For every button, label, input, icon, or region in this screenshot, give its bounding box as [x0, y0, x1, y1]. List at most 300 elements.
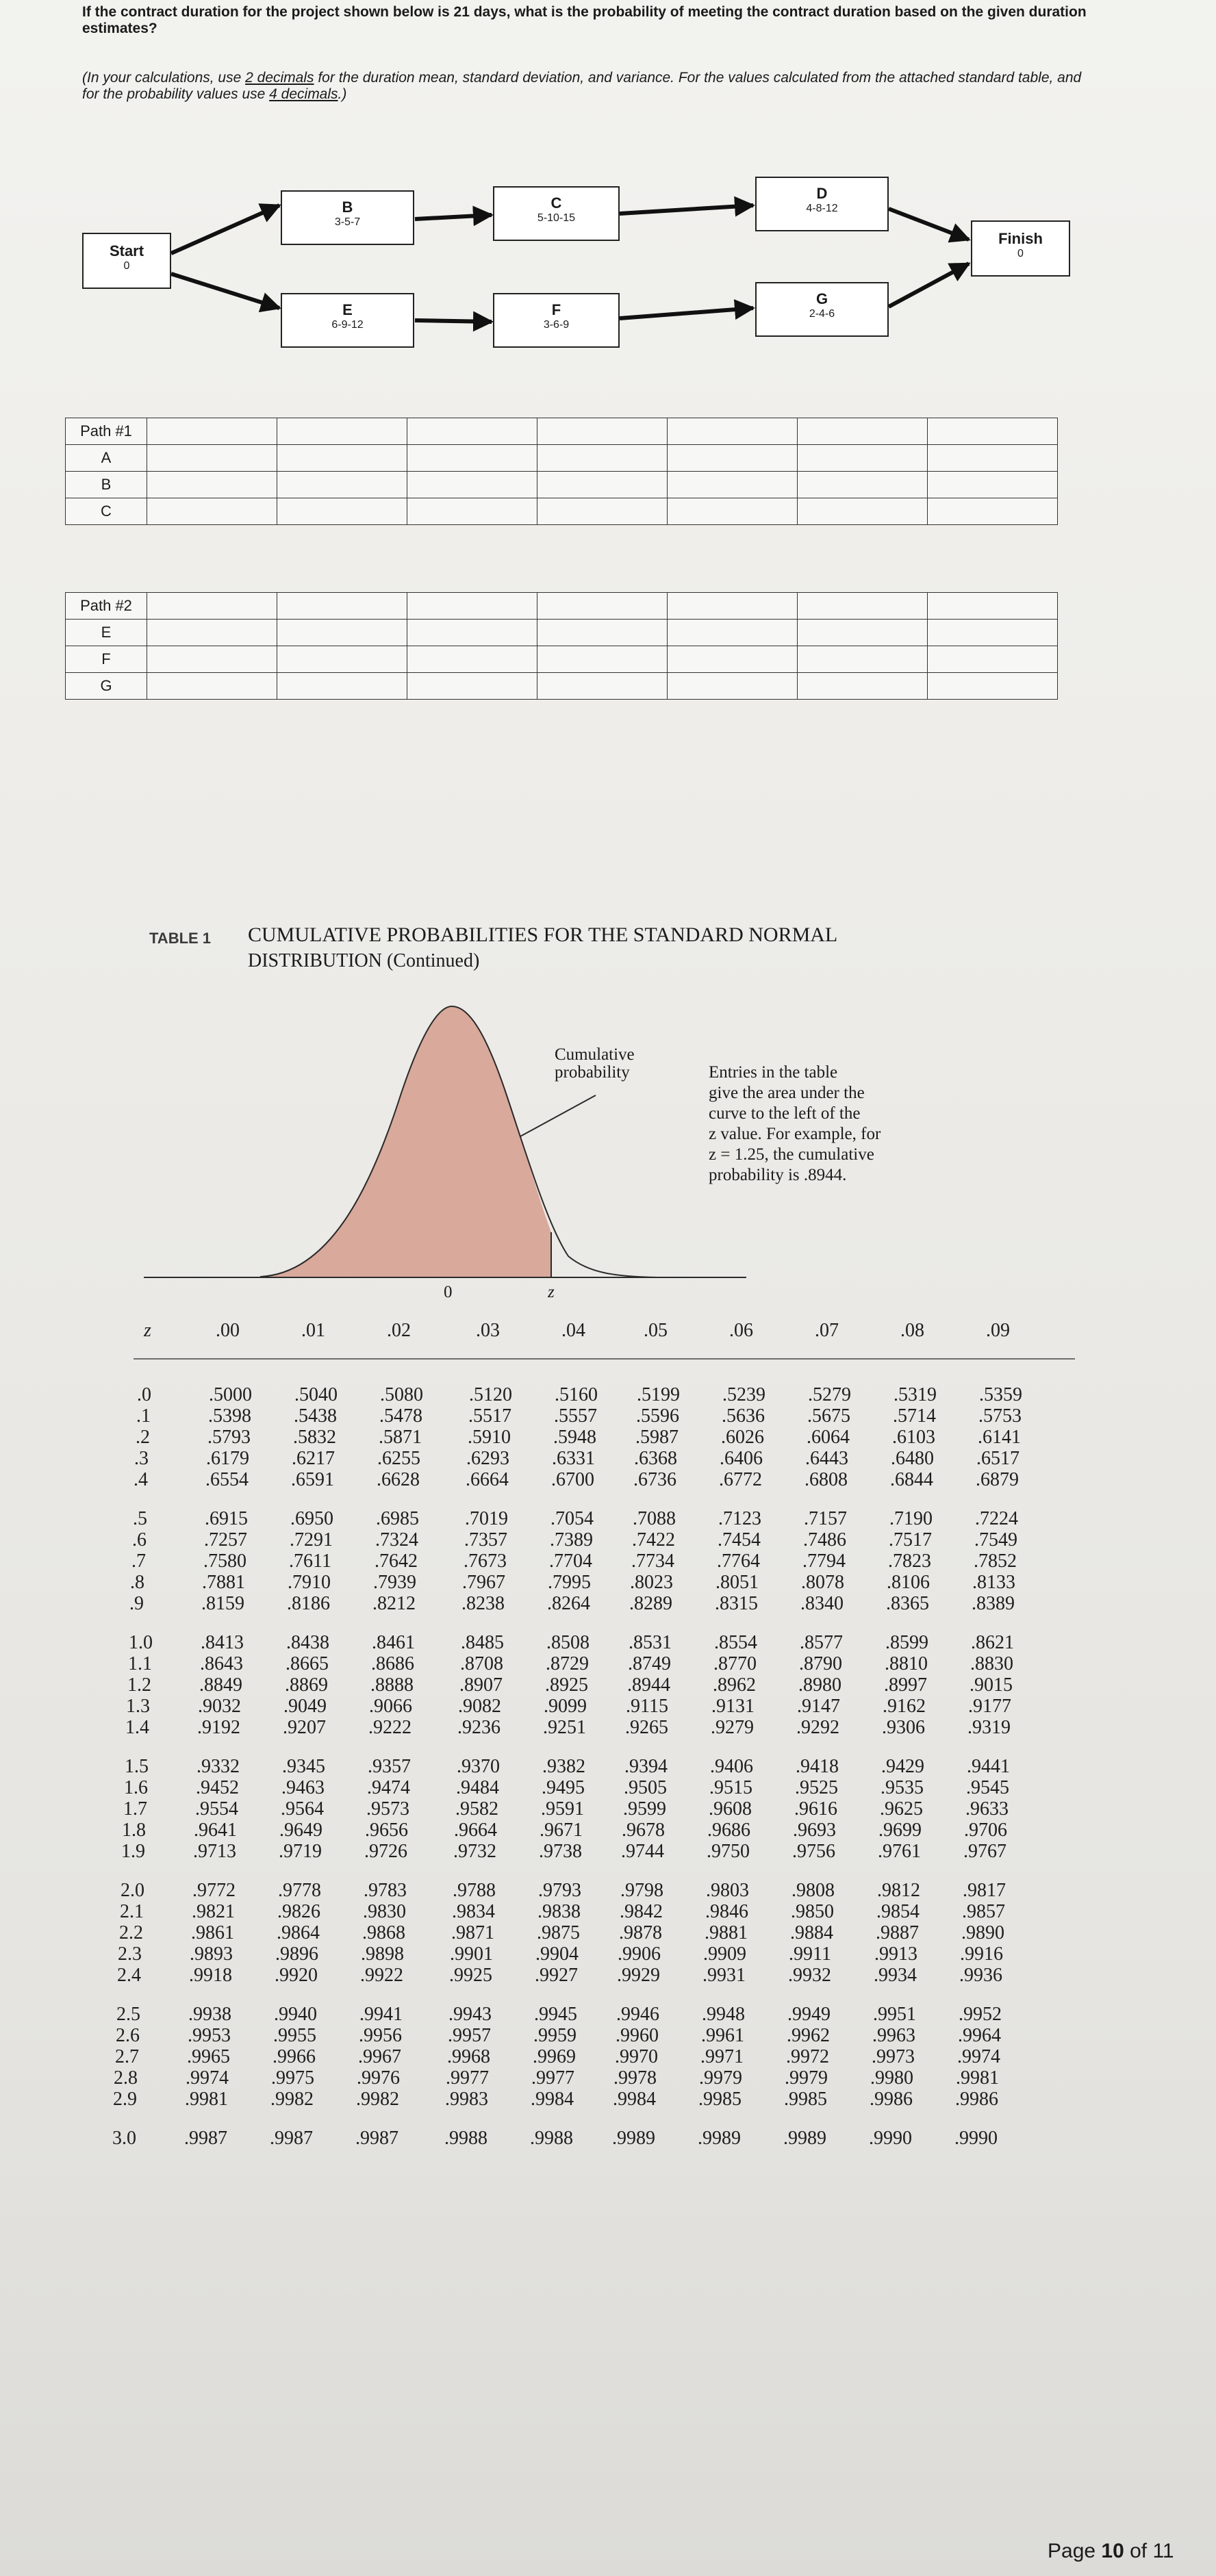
probability-cell: .9236 [457, 1717, 501, 1738]
column-header: .00 [216, 1320, 240, 1341]
probability-cell: .8577 [800, 1632, 843, 1653]
column-header: .04 [561, 1320, 585, 1341]
probability-cell: .8264 [547, 1593, 590, 1614]
node-g: G 2-4-6 [755, 282, 889, 337]
probability-cell: .9927 [535, 1965, 578, 1986]
probability-cell: .5675 [807, 1405, 850, 1427]
probability-cell: .9887 [876, 1922, 919, 1943]
probability-cell: .9525 [795, 1777, 838, 1798]
z-value: 2.9 [113, 2089, 137, 2110]
probability-cell: .8531 [629, 1632, 672, 1653]
probability-cell: .5832 [293, 1427, 336, 1448]
probability-cell: .9988 [530, 2128, 573, 2149]
probability-cell: .9982 [270, 2089, 314, 2110]
probability-cell: .9515 [709, 1777, 752, 1798]
probability-cell: .9956 [359, 2025, 402, 2046]
probability-cell: .7088 [633, 1508, 676, 1529]
probability-cell: .9495 [542, 1777, 585, 1798]
probability-cell: .9984 [531, 2089, 574, 2110]
probability-cell: .7549 [974, 1529, 1017, 1551]
probability-cell: .9976 [357, 2067, 400, 2089]
probability-cell: .6844 [890, 1469, 933, 1490]
probability-cell: .9474 [367, 1777, 410, 1798]
probability-cell: .9989 [612, 2128, 655, 2149]
probability-cell: .7054 [550, 1508, 594, 1529]
probability-cell: .9986 [955, 2089, 998, 2110]
probability-cell: .9484 [456, 1777, 499, 1798]
probability-cell: .9985 [698, 2089, 742, 2110]
probability-cell: .9970 [615, 2046, 658, 2067]
probability-cell: .5319 [894, 1384, 937, 1405]
z-value: 1.9 [121, 1841, 145, 1862]
probability-cell: .7910 [288, 1572, 331, 1593]
probability-cell: .7967 [462, 1572, 505, 1593]
probability-cell: .9878 [619, 1922, 662, 1943]
node-e: E 6-9-12 [281, 293, 414, 348]
probability-cell: .7734 [631, 1551, 674, 1572]
probability-cell: .5596 [636, 1405, 679, 1427]
probability-cell: .9884 [790, 1922, 833, 1943]
probability-cell: .9693 [793, 1820, 836, 1841]
path1-title: Path #1 [66, 418, 147, 445]
probability-cell: .9591 [541, 1798, 584, 1820]
probability-cell: .9973 [872, 2046, 915, 2067]
probability-cell: .8023 [630, 1572, 673, 1593]
z-value: .7 [131, 1551, 146, 1572]
probability-cell: .8907 [459, 1674, 503, 1696]
probability-cell: .9890 [961, 1922, 1004, 1943]
probability-cell: .7486 [803, 1529, 846, 1551]
probability-cell: .8997 [884, 1674, 927, 1696]
probability-cell: .9987 [270, 2128, 313, 2149]
probability-cell: .9049 [283, 1696, 327, 1717]
probability-cell: .9131 [711, 1696, 755, 1717]
probability-cell: .9616 [794, 1798, 837, 1820]
probability-cell: .5948 [553, 1427, 596, 1448]
probability-cell: .9441 [967, 1756, 1010, 1777]
probability-cell: .5398 [208, 1405, 251, 1427]
probability-cell: .9961 [701, 2025, 744, 2046]
z-value: 1.6 [124, 1777, 148, 1798]
probability-cell: .8508 [546, 1632, 590, 1653]
z-value: 2.3 [118, 1943, 142, 1965]
probability-cell: .6179 [206, 1448, 249, 1469]
path2-activity: F [66, 646, 147, 673]
column-header: .07 [815, 1320, 839, 1341]
z-value: 1.8 [122, 1820, 146, 1841]
probability-cell: .7611 [289, 1551, 331, 1572]
probability-cell: .9962 [787, 2025, 830, 2046]
probability-cell: .9982 [356, 2089, 399, 2110]
zero-label: 0 [444, 1283, 453, 1301]
probability-cell: .9960 [616, 2025, 659, 2046]
probability-cell: .9906 [618, 1943, 661, 1965]
probability-cell: .9505 [624, 1777, 667, 1798]
z-value: 1.0 [129, 1632, 153, 1653]
z-value: 3.0 [112, 2128, 136, 2149]
probability-cell: .9082 [458, 1696, 501, 1717]
probability-cell: .9066 [369, 1696, 412, 1717]
probability-cell: .6879 [976, 1469, 1019, 1490]
probability-cell: .7673 [464, 1551, 507, 1572]
z-value: .4 [134, 1469, 148, 1490]
probability-cell: .7324 [375, 1529, 418, 1551]
probability-cell: .6915 [205, 1508, 248, 1529]
z-value: .1 [136, 1405, 151, 1427]
probability-cell: .7224 [975, 1508, 1018, 1529]
probability-cell: .7257 [204, 1529, 247, 1551]
z-value: .0 [137, 1384, 151, 1405]
probability-cell: .5080 [380, 1384, 423, 1405]
z-label: z [548, 1283, 555, 1301]
probability-cell: .9990 [869, 2128, 912, 2149]
probability-cell: .9850 [791, 1901, 834, 1922]
probability-cell: .9974 [186, 2067, 229, 2089]
z-value: 2.5 [116, 2004, 140, 2025]
probability-cell: .9854 [876, 1901, 920, 1922]
probability-cell: .9951 [873, 2004, 916, 2025]
probability-cell: .9778 [278, 1880, 321, 1901]
probability-cell: .9599 [623, 1798, 666, 1820]
probability-cell: .6950 [290, 1508, 333, 1529]
probability-cell: .9406 [710, 1756, 753, 1777]
z-value: 2.2 [119, 1922, 143, 1943]
probability-cell: .9978 [613, 2067, 657, 2089]
probability-cell: .8340 [800, 1593, 844, 1614]
probability-cell: .8365 [886, 1593, 929, 1614]
probability-cell: .5517 [468, 1405, 511, 1427]
probability-cell: .5160 [555, 1384, 598, 1405]
probability-cell: .9988 [444, 2128, 487, 2149]
probability-cell: .9904 [535, 1943, 579, 1965]
z-value: 2.7 [115, 2046, 139, 2067]
probability-cell: .6480 [891, 1448, 934, 1469]
probability-cell: .9981 [185, 2089, 228, 2110]
probability-cell: .7881 [202, 1572, 245, 1593]
probability-cell: .9981 [956, 2067, 999, 2089]
probability-cell: .8186 [287, 1593, 330, 1614]
probability-cell: .9783 [364, 1880, 407, 1901]
probability-cell: .9896 [275, 1943, 318, 1965]
probability-cell: .9846 [705, 1901, 748, 1922]
table-note: Entries in the table give the area under the curve to the left of the z value. For example, for z = 1.25, the cumulative probability is .8944. [709, 1063, 881, 1184]
probability-cell: .8461 [372, 1632, 415, 1653]
path2-title: Path #2 [66, 593, 147, 620]
probability-cell: .7389 [550, 1529, 593, 1551]
z-value: 2.6 [116, 2025, 140, 2046]
probability-cell: .9959 [533, 2025, 577, 2046]
probability-cell: .5279 [808, 1384, 851, 1405]
probability-cell: .9881 [705, 1922, 748, 1943]
probability-cell: .9975 [271, 2067, 314, 2089]
probability-cell: .9974 [957, 2046, 1000, 2067]
column-header: .05 [644, 1320, 668, 1341]
probability-cell: .9608 [709, 1798, 752, 1820]
probability-cell: .9925 [449, 1965, 492, 1986]
probability-cell: .9834 [452, 1901, 495, 1922]
probability-cell: .5359 [979, 1384, 1022, 1405]
probability-cell: .9812 [877, 1880, 920, 1901]
node-d: D 4-8-12 [755, 177, 889, 231]
probability-cell: .9115 [626, 1696, 668, 1717]
probability-cell: .9177 [968, 1696, 1011, 1717]
probability-cell: .7190 [889, 1508, 933, 1529]
probability-cell: .9699 [878, 1820, 922, 1841]
probability-cell: .5438 [294, 1405, 337, 1427]
probability-cell: .6026 [721, 1427, 764, 1448]
probability-cell: .9941 [359, 2004, 403, 2025]
z-value: .2 [136, 1427, 150, 1448]
path2-activity: G [66, 673, 147, 700]
probability-cell: .8749 [628, 1653, 671, 1674]
probability-cell: .9977 [446, 2067, 489, 2089]
probability-cell: .9573 [366, 1798, 409, 1820]
probability-cell: .9686 [707, 1820, 750, 1841]
probability-cell: .9738 [539, 1841, 582, 1862]
probability-cell: .9649 [279, 1820, 322, 1841]
probability-cell: .6293 [466, 1448, 509, 1469]
probability-cell: .7823 [888, 1551, 931, 1572]
probability-cell: .9936 [959, 1965, 1002, 1986]
z-value: .9 [129, 1593, 144, 1614]
probability-cell: .9987 [184, 2128, 227, 2149]
probability-cell: .6255 [377, 1448, 420, 1469]
path1-activity: C [66, 498, 147, 525]
probability-cell: .9901 [450, 1943, 493, 1965]
probability-cell: .9452 [196, 1777, 239, 1798]
probability-cell: .9767 [963, 1841, 1006, 1862]
probability-cell: .9706 [964, 1820, 1007, 1841]
probability-cell: .9984 [613, 2089, 656, 2110]
probability-cell: .9099 [544, 1696, 587, 1717]
z-value: 1.1 [128, 1653, 152, 1674]
probability-cell: .9370 [457, 1756, 500, 1777]
probability-cell: .7642 [375, 1551, 418, 1572]
probability-cell: .9934 [874, 1965, 917, 1986]
probability-cell: .7422 [632, 1529, 675, 1551]
z-value: 1.7 [123, 1798, 147, 1820]
probability-cell: .9949 [787, 2004, 831, 2025]
probability-cell: .9946 [616, 2004, 659, 2025]
probability-cell: .8078 [801, 1572, 844, 1593]
probability-cell: .9726 [364, 1841, 407, 1862]
probability-cell: .9929 [617, 1965, 660, 1986]
probability-cell: .9162 [883, 1696, 926, 1717]
probability-cell: .9744 [621, 1841, 664, 1862]
node-finish: Finish 0 [971, 220, 1070, 277]
probability-cell: .6331 [552, 1448, 595, 1469]
probability-cell: .9713 [193, 1841, 236, 1862]
probability-cell: .8051 [715, 1572, 759, 1593]
probability-cell: .7852 [974, 1551, 1017, 1572]
probability-cell: .8315 [715, 1593, 758, 1614]
probability-cell: .9817 [963, 1880, 1006, 1901]
probability-cell: .9319 [967, 1717, 1011, 1738]
column-header: .08 [900, 1320, 924, 1341]
probability-cell: .5714 [893, 1405, 936, 1427]
probability-cell: .8729 [546, 1653, 589, 1674]
question-text: If the contract duration for the project shown below is 21 days, what is the probability of meeting the contract duration based on the given duration estimates? [82, 4, 1087, 36]
probability-cell: .8159 [201, 1593, 244, 1614]
probability-cell: .9861 [191, 1922, 234, 1943]
probability-cell: .9192 [197, 1717, 240, 1738]
probability-cell: .9535 [881, 1777, 924, 1798]
probability-cell: .9394 [624, 1756, 668, 1777]
probability-cell: .6217 [292, 1448, 335, 1469]
probability-cell: .6591 [291, 1469, 334, 1490]
z-value: 2.1 [120, 1901, 144, 1922]
probability-cell: .9265 [625, 1717, 668, 1738]
probability-cell: .9911 [789, 1943, 831, 1965]
probability-cell: .8413 [201, 1632, 244, 1653]
z-column-header: z [144, 1320, 151, 1341]
probability-cell: .9931 [702, 1965, 746, 1986]
probability-cell: .7704 [549, 1551, 592, 1572]
probability-cell: .9625 [880, 1798, 923, 1820]
probability-cell: .8770 [713, 1653, 757, 1674]
probability-cell: .9678 [622, 1820, 665, 1841]
probability-cell: .5478 [379, 1405, 422, 1427]
probability-cell: .6700 [551, 1469, 594, 1490]
probability-cell: .9932 [788, 1965, 831, 1986]
probability-cell: .8485 [461, 1632, 504, 1653]
probability-cell: .9382 [542, 1756, 585, 1777]
probability-cell: .9940 [274, 2004, 317, 2025]
probability-cell: .9357 [368, 1756, 411, 1777]
z-value: 1.5 [125, 1756, 149, 1777]
probability-cell: .5871 [379, 1427, 422, 1448]
probability-cell: .7794 [802, 1551, 846, 1572]
probability-cell: .9793 [538, 1880, 581, 1901]
probability-cell: .9545 [966, 1777, 1009, 1798]
probability-cell: .6808 [805, 1469, 848, 1490]
probability-cell: .8980 [798, 1674, 841, 1696]
probability-cell: .8289 [629, 1593, 672, 1614]
probability-cell: .9989 [783, 2128, 826, 2149]
probability-cell: .9719 [279, 1841, 322, 1862]
probability-cell: .7995 [548, 1572, 591, 1593]
probability-cell: .9957 [448, 2025, 491, 2046]
probability-cell: .9671 [540, 1820, 583, 1841]
probability-cell: .8133 [972, 1572, 1015, 1593]
probability-cell: .6064 [807, 1427, 850, 1448]
probability-cell: .7157 [804, 1508, 847, 1529]
probability-cell: .9938 [188, 2004, 231, 2025]
probability-cell: .8849 [199, 1674, 242, 1696]
probability-cell: .5199 [637, 1384, 680, 1405]
probability-cell: .9955 [273, 2025, 316, 2046]
probability-cell: .9913 [874, 1943, 917, 1965]
probability-cell: .9838 [537, 1901, 581, 1922]
probability-cell: .6443 [805, 1448, 848, 1469]
probability-cell: .6103 [892, 1427, 935, 1448]
probability-cell: .9147 [797, 1696, 840, 1717]
probability-cell: .9868 [362, 1922, 405, 1943]
z-value: .6 [132, 1529, 147, 1551]
probability-cell: .9945 [534, 2004, 577, 2025]
path1-activity: B [66, 472, 147, 498]
z-value: 2.8 [114, 2067, 138, 2089]
probability-cell: .9943 [448, 2004, 492, 2025]
column-header: .01 [301, 1320, 325, 1341]
probability-cell: .8599 [885, 1632, 928, 1653]
probability-cell: .7939 [373, 1572, 416, 1593]
probability-cell: .8106 [887, 1572, 930, 1593]
probability-cell: .7580 [203, 1551, 246, 1572]
probability-cell: .9761 [878, 1841, 921, 1862]
probability-cell: .9664 [454, 1820, 497, 1841]
probability-cell: .6628 [377, 1469, 420, 1490]
probability-cell: .9985 [784, 2089, 827, 2110]
z-value: 2.4 [117, 1965, 141, 1986]
node-b: B 3-5-7 [281, 190, 414, 245]
z-value: 1.4 [125, 1717, 149, 1738]
column-header: .02 [387, 1320, 411, 1341]
probability-cell: .9830 [363, 1901, 406, 1922]
probability-cell: .9918 [189, 1965, 232, 1986]
probability-cell: .8810 [885, 1653, 928, 1674]
probability-cell: .9964 [958, 2025, 1001, 2046]
probability-cell: .8925 [545, 1674, 588, 1696]
probability-cell: .9032 [198, 1696, 241, 1717]
probability-cell: .9909 [703, 1943, 746, 1965]
probability-cell: .6406 [720, 1448, 763, 1469]
probability-cell: .9564 [281, 1798, 324, 1820]
probability-cell: .6554 [205, 1469, 249, 1490]
z-value: 1.3 [126, 1696, 150, 1717]
probability-cell: .9967 [358, 2046, 401, 2067]
probability-cell: .8438 [286, 1632, 329, 1653]
column-header: .09 [986, 1320, 1010, 1341]
probability-cell: .9963 [872, 2025, 915, 2046]
probability-cell: .8389 [972, 1593, 1015, 1614]
probability-cell: .9292 [796, 1717, 839, 1738]
probability-cell: .6985 [376, 1508, 419, 1529]
node-f: F 3-6-9 [493, 293, 620, 348]
probability-cell: .9987 [355, 2128, 398, 2149]
node-start: Start 0 [82, 233, 171, 289]
probability-cell: .9788 [453, 1880, 496, 1901]
probability-cell: .6736 [633, 1469, 676, 1490]
probability-cell: .9418 [796, 1756, 839, 1777]
probability-cell: .9871 [451, 1922, 494, 1943]
probability-cell: .8869 [285, 1674, 328, 1696]
probability-cell: .9582 [455, 1798, 498, 1820]
probability-cell: .6664 [466, 1469, 509, 1490]
probability-cell: .9857 [962, 1901, 1005, 1922]
probability-cell: .9916 [960, 1943, 1003, 1965]
probability-cell: .9979 [785, 2067, 828, 2089]
probability-cell: .9875 [537, 1922, 580, 1943]
probability-cell: .9977 [531, 2067, 574, 2089]
probability-cell: .9971 [700, 2046, 744, 2067]
probability-cell: .9979 [699, 2067, 742, 2089]
probability-cell: .9803 [706, 1880, 749, 1901]
probability-cell: .9952 [959, 2004, 1002, 2025]
probability-cell: .9983 [445, 2089, 488, 2110]
z-value: .3 [134, 1448, 149, 1469]
probability-cell: .8888 [370, 1674, 414, 1696]
probability-cell: .9641 [194, 1820, 237, 1841]
probability-cell: .8962 [713, 1674, 756, 1696]
probability-cell: .5987 [635, 1427, 679, 1448]
probability-cell: .9948 [702, 2004, 745, 2025]
probability-cell: .9966 [273, 2046, 316, 2067]
probability-cell: .9306 [882, 1717, 925, 1738]
probability-cell: .9842 [620, 1901, 663, 1922]
probability-cell: .5239 [722, 1384, 765, 1405]
column-header: .03 [476, 1320, 500, 1341]
